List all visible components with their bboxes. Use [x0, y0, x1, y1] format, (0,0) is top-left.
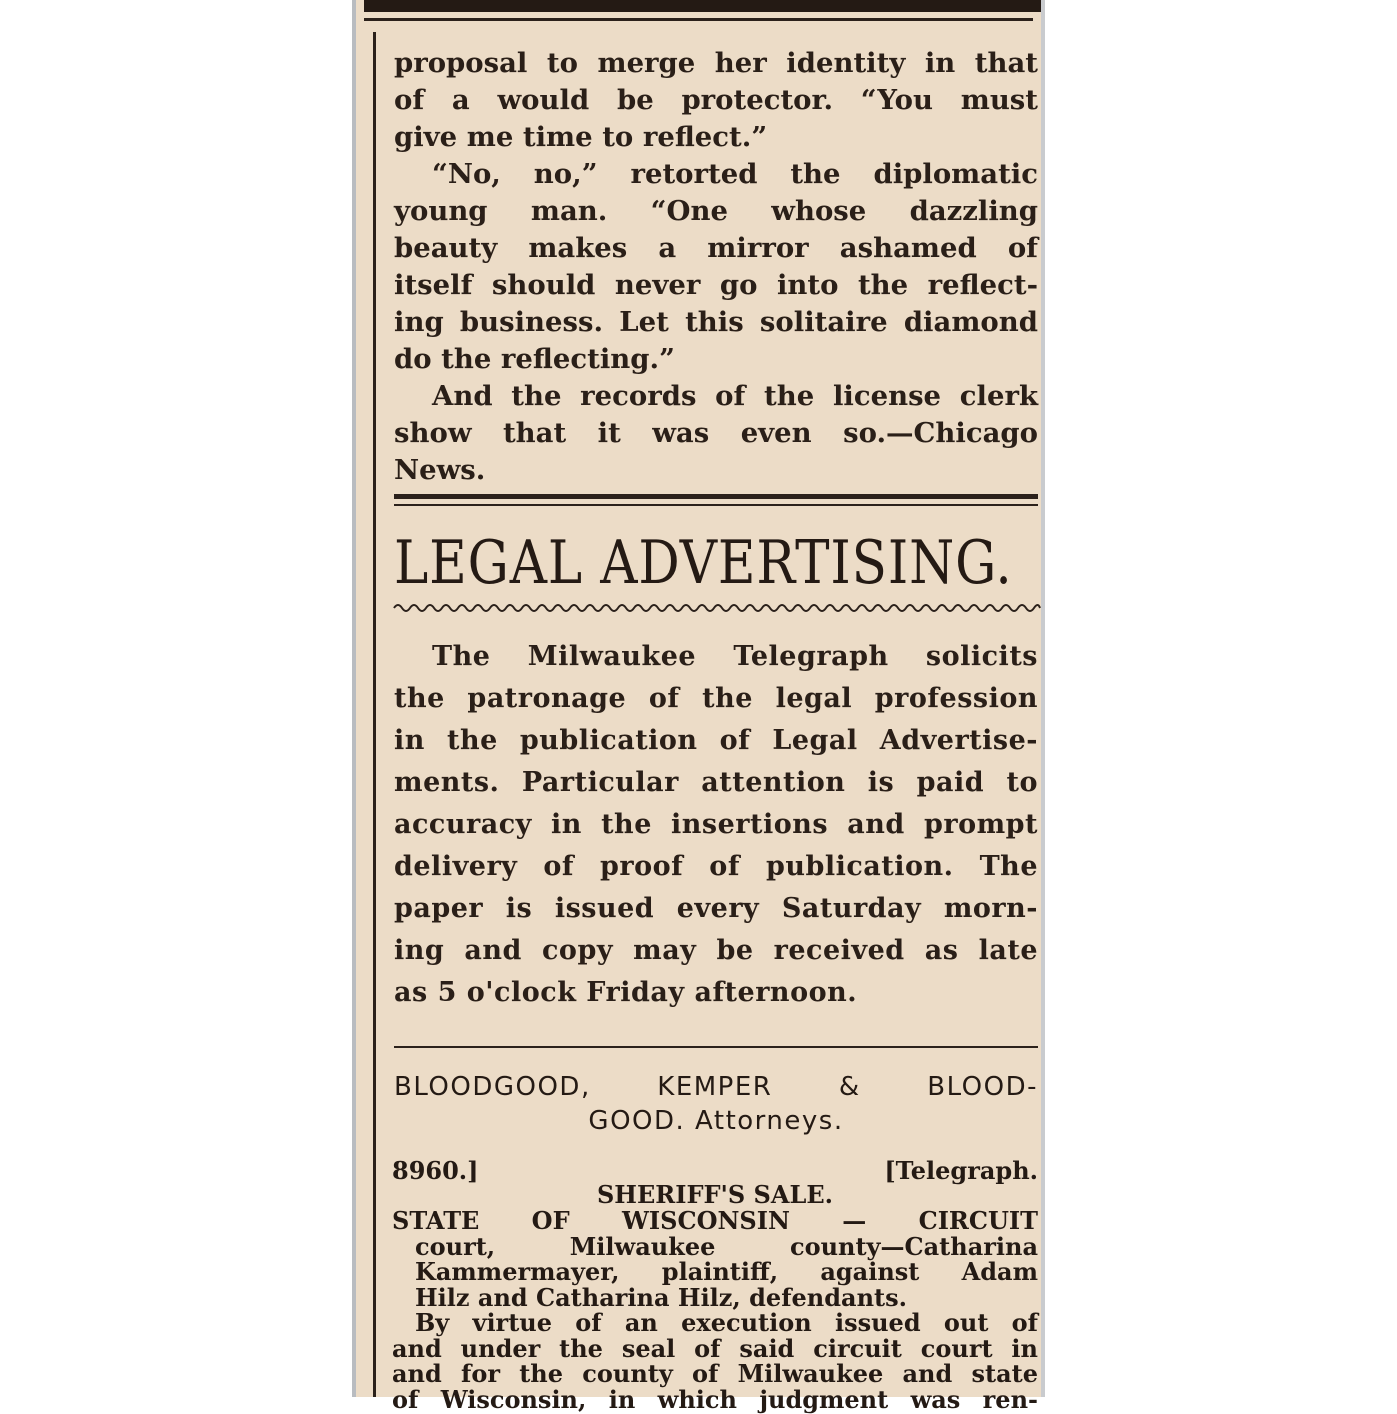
legal-line: ments. Particular attention is paid to [394, 767, 1038, 798]
notice-line: and for the county of Milwaukee and state [392, 1359, 1038, 1388]
article-line: itself should never go into the reflect- [394, 269, 1038, 301]
notice-line: Hilz and Catharina Hilz, defendants. [415, 1282, 907, 1312]
notice-line: and under the seal of said circuit court in [392, 1333, 1038, 1363]
top-rule [364, 18, 1033, 21]
firm-line [394, 1072, 1038, 1102]
article-line: proposal to merge her identity in that [394, 47, 1038, 79]
article-line: give me time to reflect.” [394, 121, 768, 153]
top-border-bar [364, 0, 1041, 12]
legal-advertising-text [394, 636, 1038, 1014]
notice-line: By virtue of an execution issued out of [415, 1308, 1038, 1337]
notice-header [392, 1158, 1038, 1207]
article-line: beauty makes a mirror ashamed of [394, 232, 1038, 264]
notice-source: [Telegraph. [884, 1156, 1038, 1185]
attorneys-firm [394, 1072, 1038, 1136]
legal-line: paper is issued every Saturday morn- [394, 893, 1038, 924]
legal-line: accuracy in the insertions and prompt [394, 809, 1038, 840]
notice-title: SHERIFF'S SALE. [596, 1179, 834, 1209]
article-attribution: News. [394, 454, 486, 486]
notice-line: of Wisconsin, in which judgment was ren- [392, 1384, 1038, 1414]
firm-name: BLOODGOOD, KEMPER & BLOOD- [394, 1072, 1038, 1102]
article-line: And the records of the license clerk [432, 380, 1038, 412]
notice-line: Kammermayer, plaintiff, against Adam [415, 1257, 1038, 1286]
notice-number: 8960.] [392, 1156, 479, 1185]
wavy-rule [394, 602, 1040, 614]
legal-line: as 5 o'clock Friday afternoon. [394, 977, 858, 1008]
newspaper-clipping [352, 0, 1045, 1414]
notice-line: court, Milwaukee county—Catharina [415, 1231, 1038, 1261]
section-divider [394, 494, 1038, 506]
notice-divider [394, 1046, 1038, 1048]
article-line: ing business. Let this solitaire diamond [394, 306, 1038, 338]
article-line: of a would be protector. “You must [394, 84, 1038, 116]
firm-line-2: GOOD. Attorneys. [588, 1106, 844, 1136]
sheriffs-sale-text [392, 1208, 1038, 1412]
article-line: show that it was even so.—Chicago [394, 417, 1038, 449]
legal-line: delivery of proof of publication. The [394, 851, 1038, 882]
article-line: “No, no,” retorted the diplomatic [432, 158, 1038, 190]
article-line: do the reflecting.” [394, 343, 675, 375]
article-text [394, 45, 1038, 489]
notice-line: STATE OF WISCONSIN — CIRCUIT [392, 1206, 1038, 1235]
legal-line: The Milwaukee Telegraph solicits [432, 641, 1038, 672]
column-rule [373, 32, 376, 1397]
legal-line: ing and copy may be received as late [394, 935, 1038, 966]
article-line: young man. “One whose dazzling [394, 195, 1038, 227]
legal-advertising-headline: LEGAL ADVERTISING. [394, 528, 1013, 598]
legal-line: in the publication of Legal Advertise- [394, 725, 1038, 756]
legal-line: the patronage of the legal profession [394, 683, 1038, 714]
